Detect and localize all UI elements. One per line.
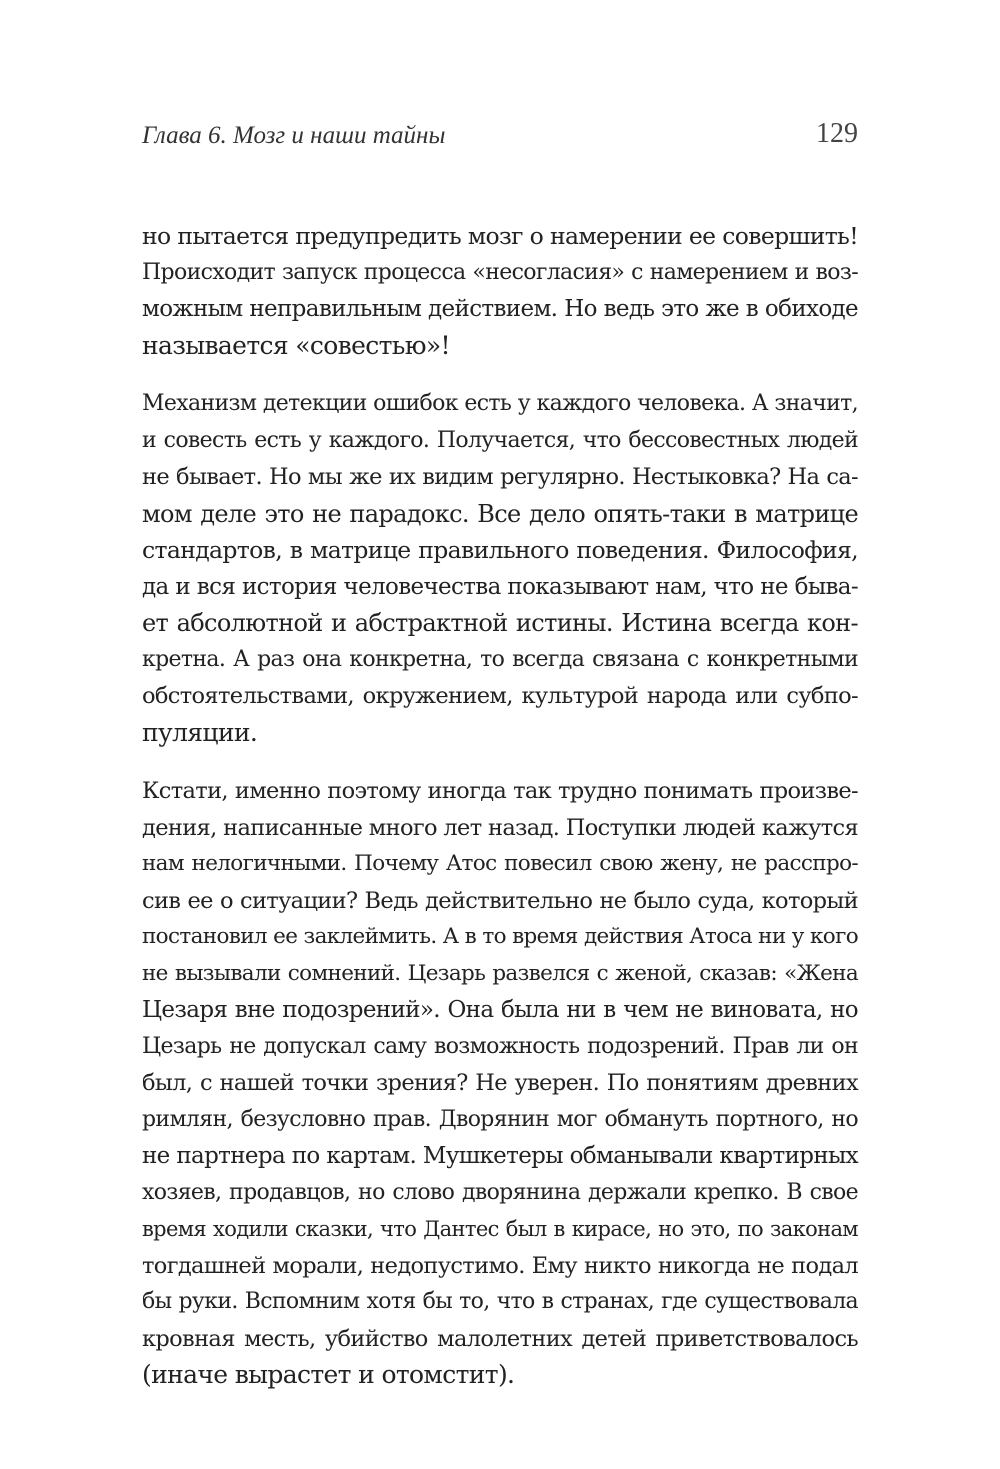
text-line: Цезарь не допускал саму возможность подозрений. Прав ли он: [142, 1033, 858, 1059]
text-line: нам нелогичными. Почему Атос повесил свою жену, не расспро-: [142, 851, 858, 876]
text-line: ет абсолютной и абстрактной истины. Истина всегда кон-: [142, 609, 858, 637]
text-line: мом деле это не парадокс. Все дело опять-таки в матрице: [142, 499, 858, 528]
text-line: бы руки. Вспомним хотя бы то, что в странах, где существовала: [142, 1289, 858, 1314]
body-text: [142, 218, 858, 1416]
text-line: и совесть есть у каждого. Получается, что бессовестных людей: [142, 427, 858, 453]
text-line: Происходит запуск процесса «несогласия» с намерением и воз-: [142, 259, 858, 285]
text-line: Механизм детекции ошибок есть у каждого человека. А значит,: [142, 391, 858, 416]
page-number: 129: [816, 118, 858, 149]
text-line: время ходили сказки, что Дантес был в кирасе, но это, по законам: [142, 1217, 858, 1241]
paragraph: [142, 386, 858, 751]
text-line: обстоятельствами, окружением, культурой народа или субпо-: [142, 683, 858, 709]
text-line: постановил ее заклеймить. А в то время действия Атоса ни у кого: [142, 924, 858, 949]
text-line: (иначе вырастет и отомстит).: [142, 1360, 515, 1389]
chapter-running-title: Глава 6. Мозг и наши тайны: [142, 122, 446, 149]
running-header: [142, 112, 858, 156]
text-line: кровная месть, убийство малолетних детей приветствовалось: [142, 1325, 858, 1352]
text-line: но пытается предупредить мозг о намерении ее совершить!: [142, 222, 858, 250]
text-line: не бывает. Но мы же их видим регулярно. Нестыковка? На са-: [142, 464, 858, 490]
text-line: тогдашней морали, недопустимо. Ему никто никогда не подал: [142, 1252, 858, 1279]
text-line: Кстати, именно поэтому иногда так трудно понимать произве-: [142, 778, 858, 804]
text-line: да и вся история человечества показывают нам, что не быва-: [142, 573, 858, 600]
text-line: можным неправильным действием. Но ведь это же в обиходе: [142, 296, 858, 322]
paragraph: [142, 773, 858, 1394]
text-line: Цезаря вне подозрений». Она была ни в чем не виновата, но: [142, 997, 858, 1023]
text-line: сив ее о ситуации? Ведь действительно не было суда, который: [142, 887, 858, 914]
text-line: не партнера по картам. Мушкетеры обманывали квартирных: [142, 1143, 858, 1169]
text-line: пуляции.: [142, 717, 258, 747]
text-line: хозяев, продавцов, но слово дворянина держали крепко. В свое: [142, 1179, 858, 1205]
text-line: дения, написанные много лет назад. Поступки людей кажутся: [142, 814, 858, 841]
paragraph: [142, 218, 858, 364]
text-line: римлян, безусловно прав. Дворянин мог обмануть портного, но: [142, 1106, 858, 1132]
text-line: стандартов, в матрице правильного поведения. Философия,: [142, 536, 858, 564]
text-line: называется «совестью»!: [142, 330, 450, 360]
text-line: не вызывали сомнений. Цезарь развелся с женой, сказав: «Жена: [142, 960, 858, 986]
text-line: был, с нашей точки зрения? Не уверен. По понятиям древних: [142, 1070, 858, 1096]
text-line: кретна. А раз она конкретна, то всегда связана с конкретными: [142, 646, 858, 672]
